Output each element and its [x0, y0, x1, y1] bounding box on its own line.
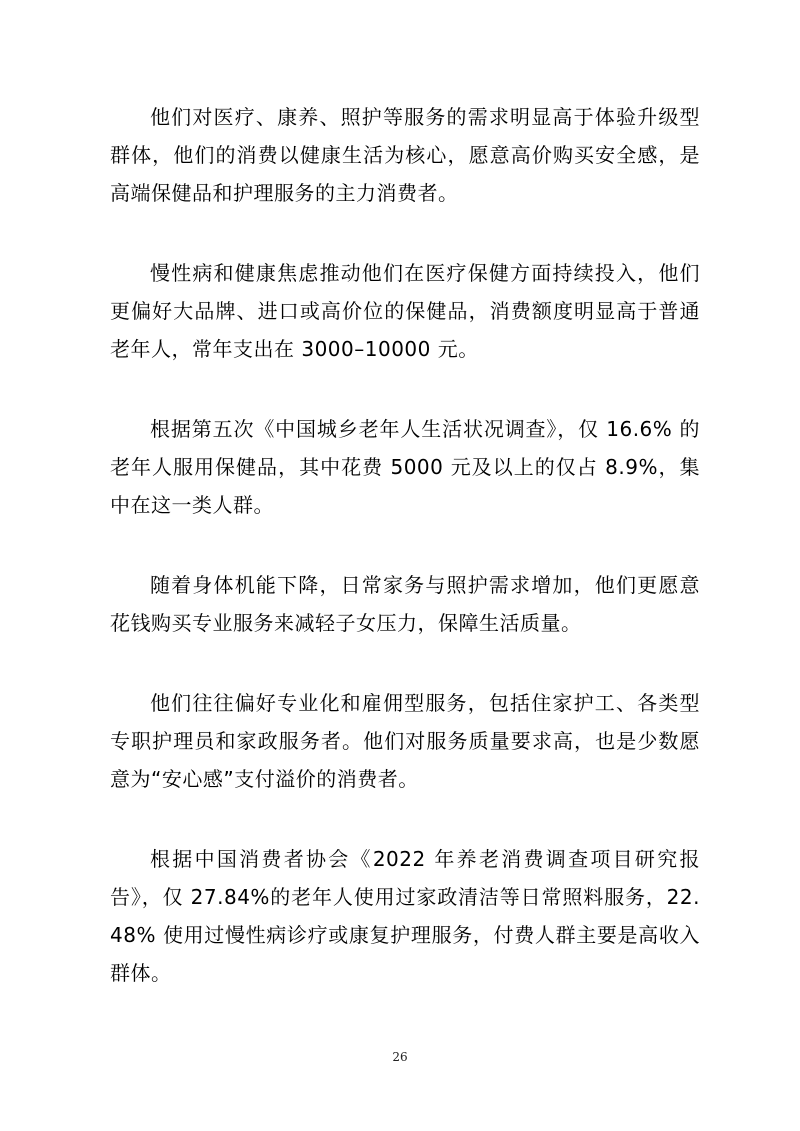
page-number: 26	[392, 1050, 408, 1064]
paragraph-3: 根据第五次《中国城乡老年人生活状况调查》，仅 16.6% 的老年人服用保健品，其中花费 5000 元及以上的仅占 8.9%，集中在这一类人群。	[110, 417, 700, 517]
document-body	[110, 98, 700, 1034]
paragraph-2: 慢性病和健康焦虑推动他们在医疗保健方面持续投入，他们更偏好大品牌、进口或高价位的保健品，消费额度明显高于普通老年人，常年支出在 3000–10000 元。	[110, 261, 700, 361]
paragraph-4: 随着身体机能下降，日常家务与照护需求增加，他们更愿意花钱购买专业服务来减轻子女压力，保障生活质量。	[110, 573, 700, 635]
paragraph-5: 他们往往偏好专业化和雇佣型服务，包括住家护工、各类型专职护理员和家政服务者。他们对服务质量要求高，也是少数愿意为“安心感”支付溢价的消费者。	[110, 691, 700, 791]
paragraph-1: 他们对医疗、康养、照护等服务的需求明显高于体验升级型群体，他们的消费以健康生活为核心，愿意高价购买安全感，是高端保健品和护理服务的主力消费者。	[110, 105, 700, 205]
paragraph-6: 根据中国消费者协会《2022 年养老消费调查项目研究报告》，仅 27.84%的老年人使用过家政清洁等日常照料服务，22.48% 使用过慢性病诊疗或康复护理服务，付费人群主要是高收入群体。	[110, 847, 700, 985]
